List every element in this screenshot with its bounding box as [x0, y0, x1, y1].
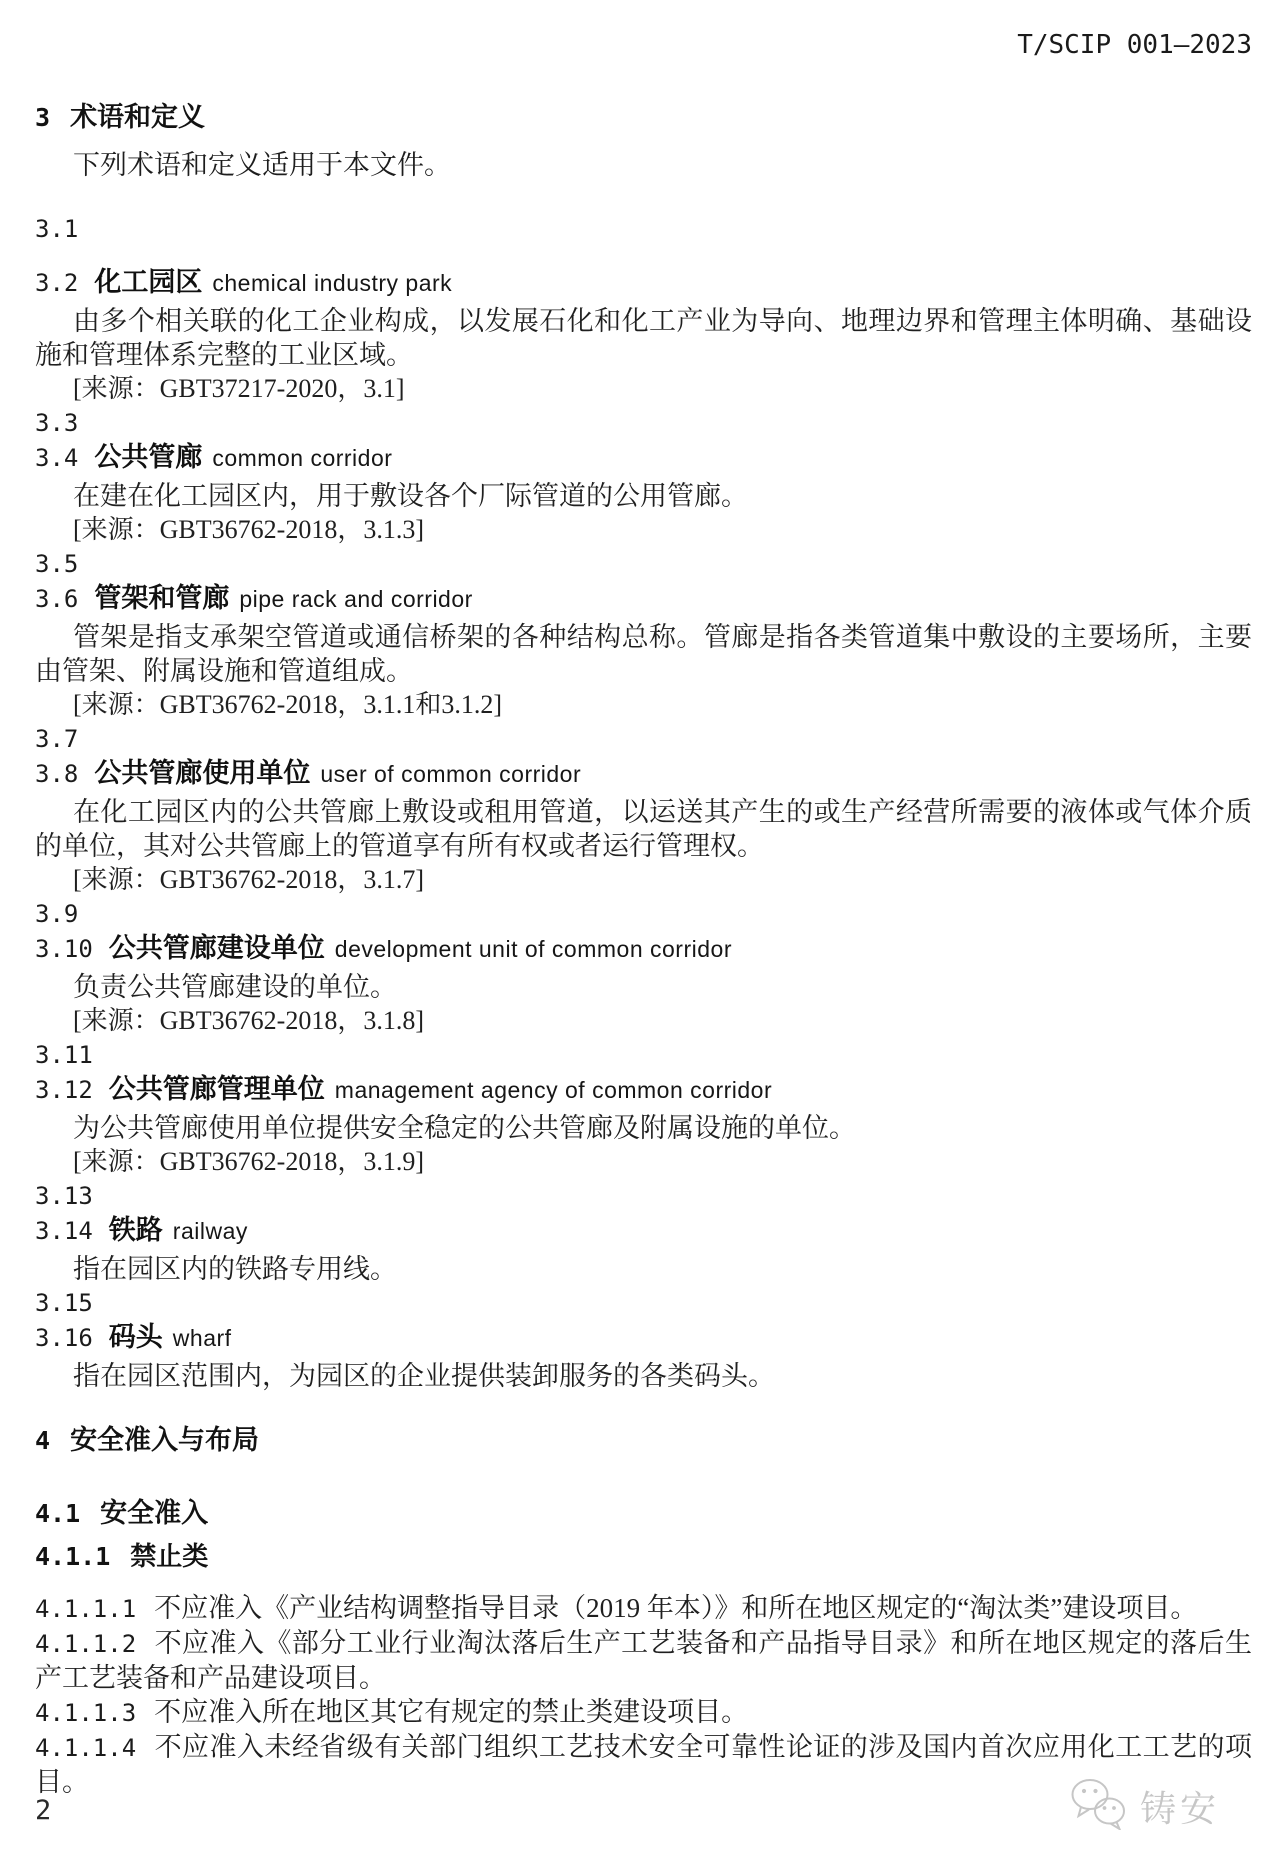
section-3-number: 3 — [35, 103, 51, 132]
term-number: 3.11 — [35, 1041, 93, 1069]
clause — [35, 1591, 1252, 1626]
section-4-1-title: 安全准入 — [100, 1498, 209, 1528]
section-4-1-1-title: 禁止类 — [130, 1541, 209, 1571]
term-number: 3.7 — [35, 725, 79, 753]
term-en: common corridor — [212, 445, 393, 471]
term-zh: 公共管廊使用单位 — [94, 758, 311, 788]
section-4-1-1-heading — [35, 1539, 1252, 1574]
term-heading — [35, 1072, 1252, 1111]
term-definition: 在化工园区内的公共管廊上敷设或租用管道，以运送其产生的或生产经营所需要的液体或气体介质的单位，其对公共管廊上的管道享有所有权或者运行管理权。 — [35, 797, 1252, 861]
term-heading-number: 3.12 — [35, 1076, 93, 1104]
section-4-number: 4 — [35, 1426, 51, 1455]
term-definition: 指在园区范围内，为园区的企业提供装卸服务的各类码头。 — [73, 1361, 775, 1391]
term-en: railway — [172, 1218, 248, 1244]
term-number: 3.9 — [35, 900, 79, 928]
section-3-heading — [35, 100, 1252, 135]
clause-text: 不应准入《产业结构调整指导目录（2019 年本）》和所在地区规定的“淘汰类”建设项目。 — [154, 1593, 1198, 1623]
term-heading — [35, 581, 1252, 620]
term-heading-number: 3.4 — [35, 444, 79, 472]
section-4-heading — [35, 1423, 1252, 1458]
header-standard-code: T/SCIP 001—2023 — [1017, 30, 1252, 60]
section-4-1-heading — [35, 1496, 1252, 1531]
section-4-title: 安全准入与布局 — [70, 1425, 260, 1455]
section-3-title: 术语和定义 — [70, 102, 206, 132]
page-number: 2 — [35, 1795, 52, 1826]
watermark-text: 铸安 — [1139, 1788, 1220, 1829]
term-source: [来源：GBT36762-2018，3.1.8] — [73, 1006, 424, 1035]
term-zh: 公共管廊管理单位 — [108, 1074, 325, 1104]
section-4-1-1-number: 4.1.1 — [35, 1542, 111, 1571]
term-source: [来源：GBT36762-2018，3.1.3] — [73, 515, 424, 544]
term-en: wharf — [172, 1325, 232, 1351]
term-heading-number: 3.10 — [35, 935, 93, 963]
term-zh: 公共管廊 — [94, 442, 203, 472]
term-source: [来源：GBT37217-2020，3.1] — [73, 374, 405, 403]
clause-text: 不应准入所在地区其它有规定的禁止类建设项目。 — [154, 1697, 749, 1727]
term-heading-number: 3.16 — [35, 1324, 93, 1352]
clause-text: 不应准入《部分工业行业淘汰落后生产工艺装备和产品指导目录》和所在地区规定的落后生产工艺装备和产品建设项目。 — [35, 1628, 1252, 1693]
term-heading-number: 3.6 — [35, 585, 79, 613]
term-definition: 由多个相关联的化工企业构成，以发展石化和化工产业为导向、地理边界和管理主体明确、基础设施和管理体系完整的工业区域。 — [35, 306, 1252, 370]
term-source: [来源：GBT36762-2018，3.1.7] — [73, 865, 424, 894]
term-zh: 铁路 — [108, 1215, 163, 1245]
section-4-1-number: 4.1 — [35, 1499, 81, 1528]
term-en: chemical industry park — [212, 270, 453, 296]
term-heading — [35, 440, 1252, 479]
term-zh: 化工园区 — [94, 267, 203, 297]
term-number: 3.13 — [35, 1182, 93, 1210]
term-heading-number: 3.8 — [35, 760, 79, 788]
clause-number: 4.1.1.1 — [35, 1595, 137, 1623]
term-heading — [35, 1213, 1252, 1252]
clause — [35, 1695, 1252, 1730]
wechat-bubbles-icon — [1070, 1778, 1128, 1835]
watermark — [1070, 1778, 1220, 1835]
term-en: management agency of common corridor — [334, 1077, 773, 1103]
term-en: user of common corridor — [320, 761, 582, 787]
term-heading — [35, 931, 1252, 970]
clauses-list — [35, 1591, 1252, 1799]
term-zh: 码头 — [108, 1322, 163, 1352]
term-number: 3.5 — [35, 550, 79, 578]
term-number: 3.15 — [35, 1289, 93, 1317]
term-definition: 管架是指支承架空管道或通信桥架的各种结构总称。管廊是指各类管道集中敷设的主要场所，主要由管架、附属设施和管道组成。 — [35, 622, 1252, 686]
term-heading — [35, 265, 1252, 304]
term-zh: 管架和管廊 — [94, 583, 230, 613]
clause-number: 4.1.1.4 — [35, 1734, 137, 1762]
clause-number: 4.1.1.3 — [35, 1699, 137, 1727]
term-en: pipe rack and corridor — [239, 586, 473, 612]
term-definition: 负责公共管廊建设的单位。 — [73, 972, 397, 1002]
term-number: 3.3 — [35, 409, 79, 437]
term-heading-number: 3.2 — [35, 269, 79, 297]
term-source: [来源：GBT36762-2018，3.1.1和3.1.2] — [73, 690, 502, 719]
term-zh: 公共管廊建设单位 — [108, 933, 325, 963]
term-en: development unit of common corridor — [334, 936, 732, 962]
term-heading — [35, 1320, 1252, 1359]
term-heading-number: 3.14 — [35, 1217, 93, 1245]
term-definition: 为公共管廊使用单位提供安全稳定的公共管廊及附属设施的单位。 — [73, 1113, 856, 1143]
term-definition: 在建在化工园区内，用于敷设各个厂际管道的公用管廊。 — [73, 481, 748, 511]
clause-number: 4.1.1.2 — [35, 1630, 137, 1658]
term-number: 3.1 — [35, 215, 79, 243]
clause — [35, 1626, 1252, 1695]
intro-paragraph: 下列术语和定义适用于本文件。 — [73, 150, 451, 180]
term-heading — [35, 756, 1252, 795]
clause-text: 不应准入未经省级有关部门组织工艺技术安全可靠性论证的涉及国内首次应用化工工艺的项目。 — [35, 1732, 1252, 1797]
terms-list — [35, 212, 1252, 1393]
term-source: [来源：GBT36762-2018，3.1.9] — [73, 1147, 424, 1176]
term-definition: 指在园区内的铁路专用线。 — [73, 1254, 397, 1284]
